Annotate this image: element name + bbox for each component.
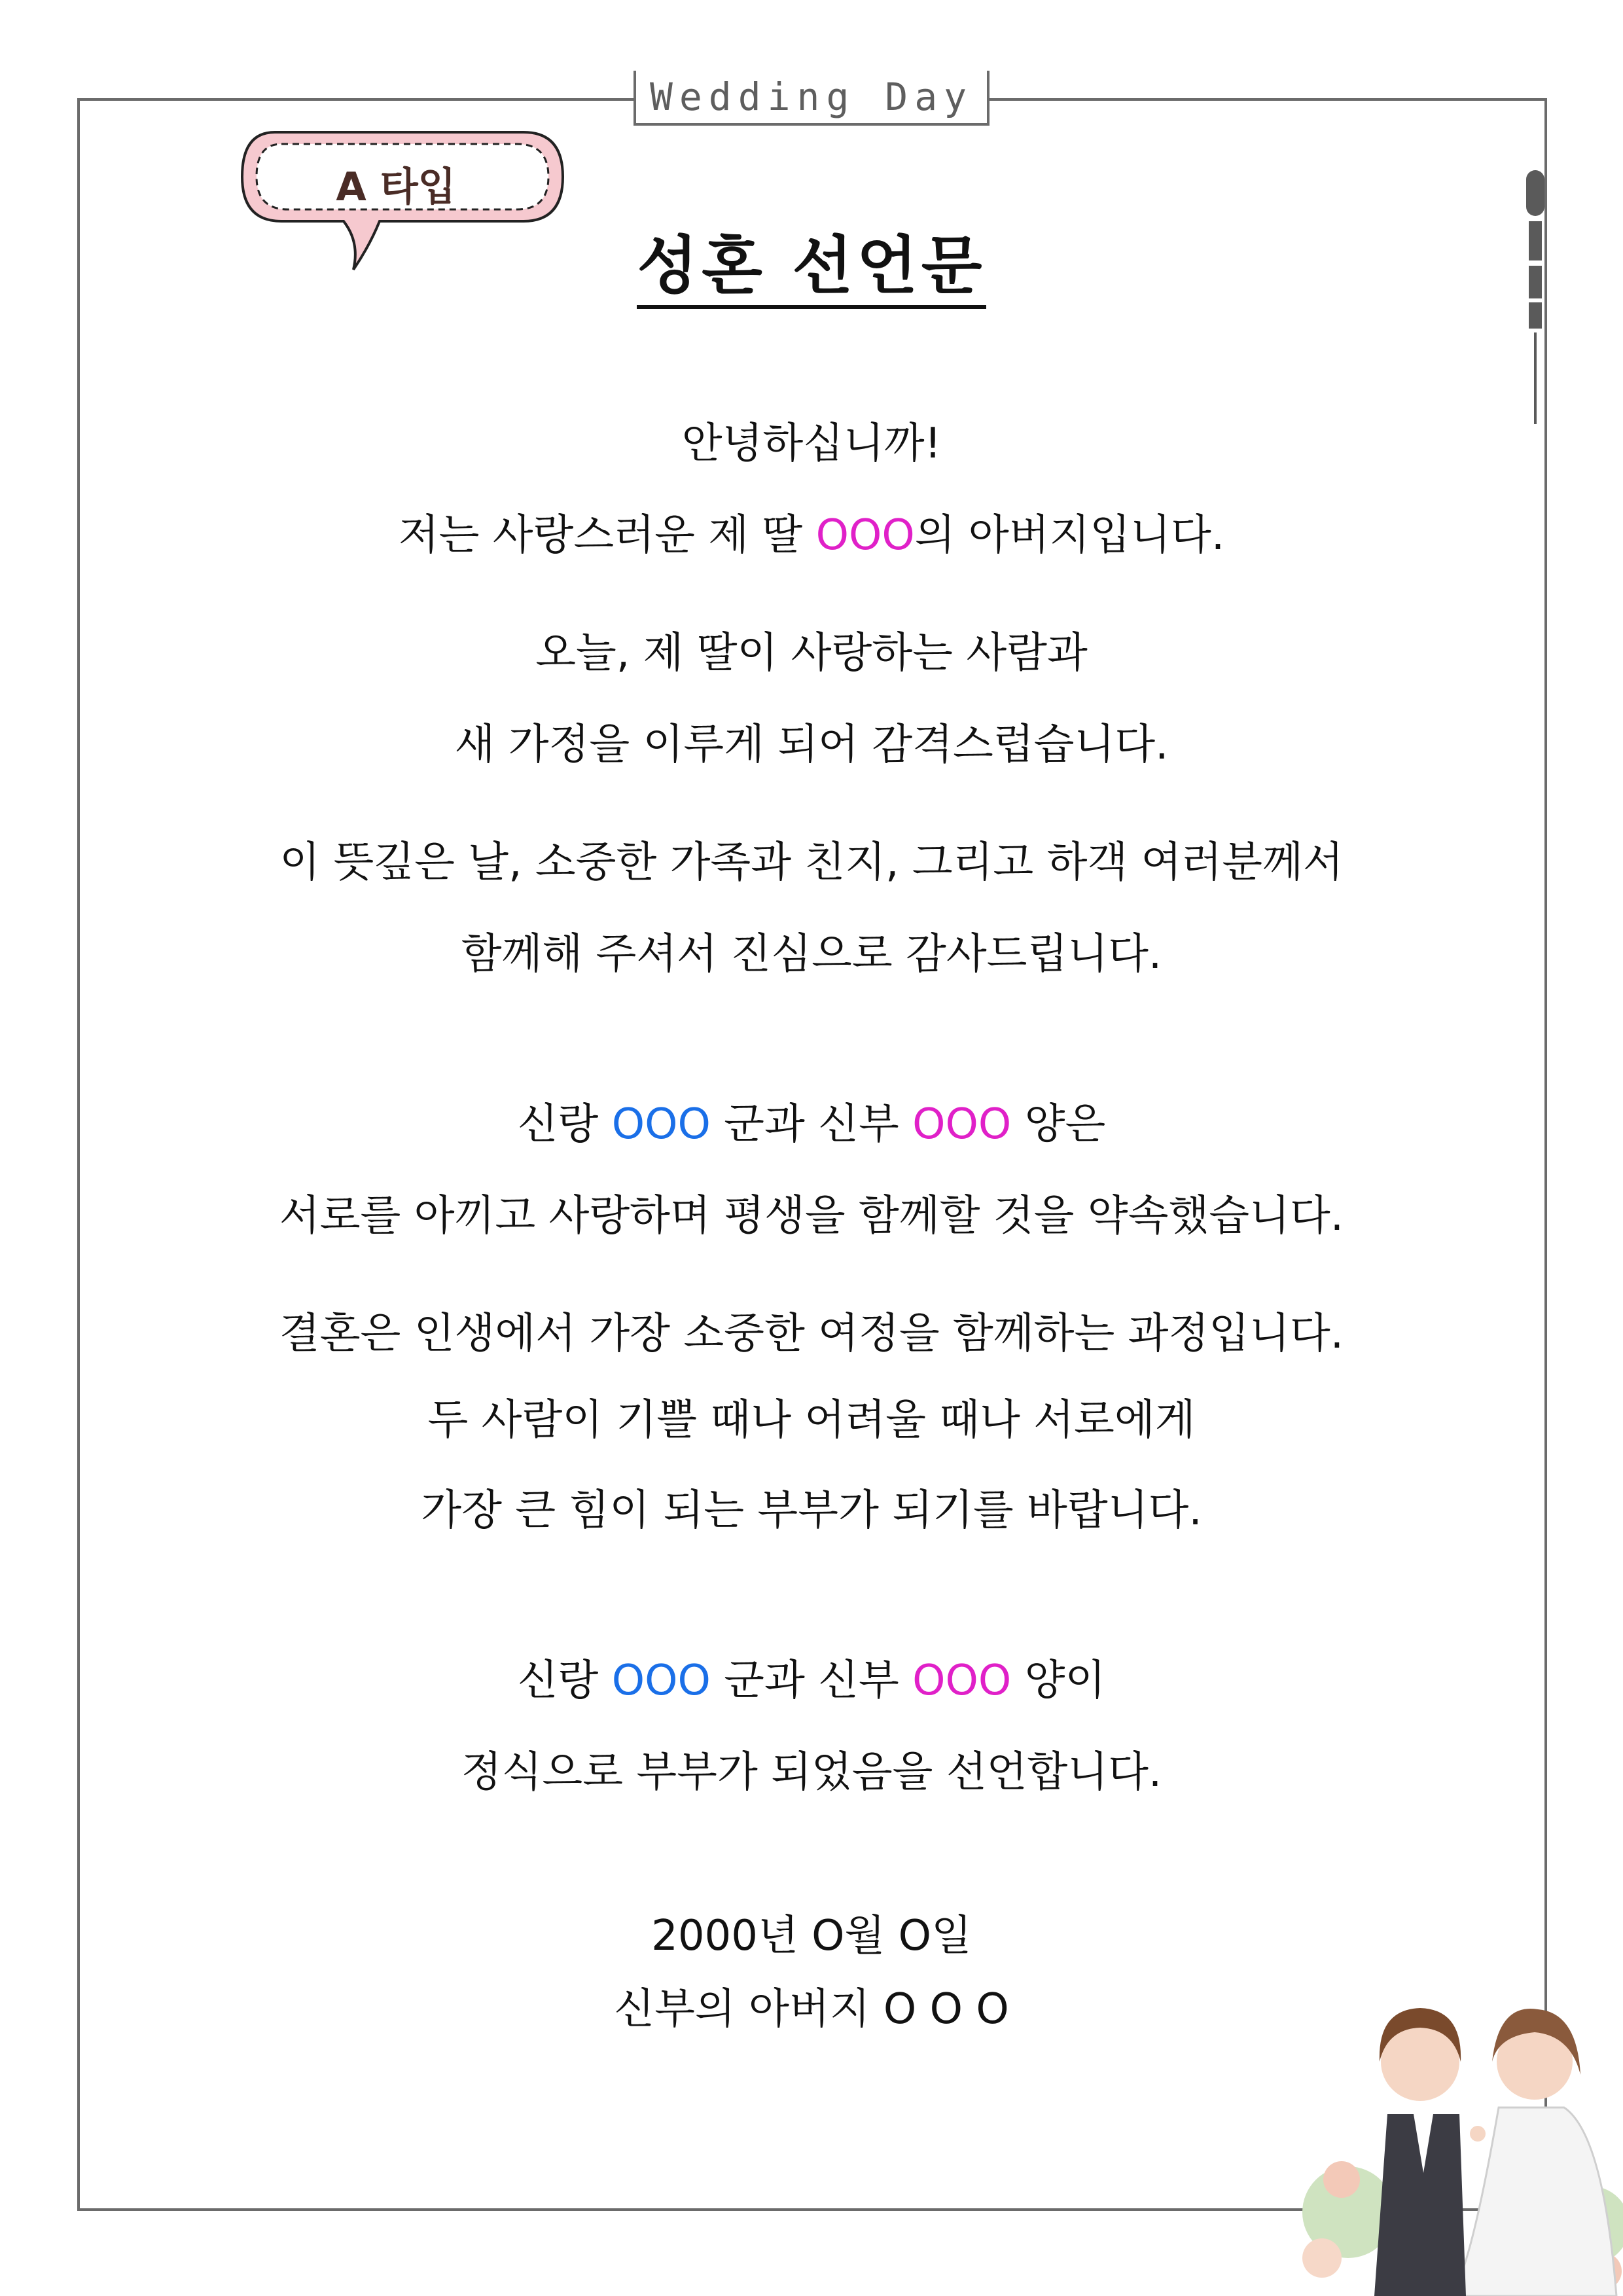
couple-line-1: 신랑 OOO 군과 신부 OOO 양은 xyxy=(517,1100,1106,1149)
declaration-line-2: 정식으로 부부가 되었음을 선언합니다. xyxy=(461,1748,1162,1797)
body-line-11: 가장 큰 힘이 되는 부부가 되기를 바랍니다. xyxy=(421,1486,1202,1535)
date-line: 2000년 O월 O일 xyxy=(651,1912,972,1960)
header-tab-text: Wedding Day xyxy=(649,75,974,119)
wedding-couple-illustration xyxy=(1302,1964,1623,2296)
body-line-6: 함께해 주셔서 진심으로 감사드립니다. xyxy=(461,930,1162,978)
bride-name-placeholder: OOO xyxy=(815,511,915,560)
brand-logo xyxy=(1517,164,1554,425)
body-line-5: 이 뜻깊은 날, 소중한 가족과 친지, 그리고 하객 여러분께서 xyxy=(279,838,1344,887)
header-tab xyxy=(633,71,990,126)
declaration-line-1: 신랑 OOO 군과 신부 OOO 양이 xyxy=(517,1657,1106,1705)
body-line-3: 오늘, 제 딸이 사랑하는 사람과 xyxy=(535,629,1088,677)
body-line-9: 결혼은 인생에서 가장 소중한 여정을 함께하는 과정입니다. xyxy=(279,1310,1344,1358)
body-line-10: 두 사람이 기쁠 때나 어려울 때나 서로에게 xyxy=(427,1396,1196,1444)
body-line-8: 서로를 아끼고 사랑하며 평생을 함께할 것을 약속했습니다. xyxy=(279,1192,1344,1240)
bride-name-placeholder: OOO xyxy=(912,1657,1012,1705)
signature-line: 신부의 아버지 O O O xyxy=(614,1985,1009,2034)
title-text: 성혼 선언문 xyxy=(637,229,986,309)
body-line-4: 새 가정을 이루게 되어 감격스럽습니다. xyxy=(454,721,1169,769)
intro-line: 저는 사랑스러운 제 딸 OOO의 아버지입니다. xyxy=(398,511,1225,560)
greeting-line: 안녕하십니까! xyxy=(681,420,942,468)
bride-name-placeholder: OOO xyxy=(912,1100,1012,1149)
groom-name-placeholder: OOO xyxy=(611,1657,711,1705)
badge-label: A 타입 xyxy=(336,164,456,210)
page-title xyxy=(0,216,1623,306)
groom-name-placeholder: OOO xyxy=(611,1100,711,1149)
page-frame xyxy=(77,98,1547,2211)
